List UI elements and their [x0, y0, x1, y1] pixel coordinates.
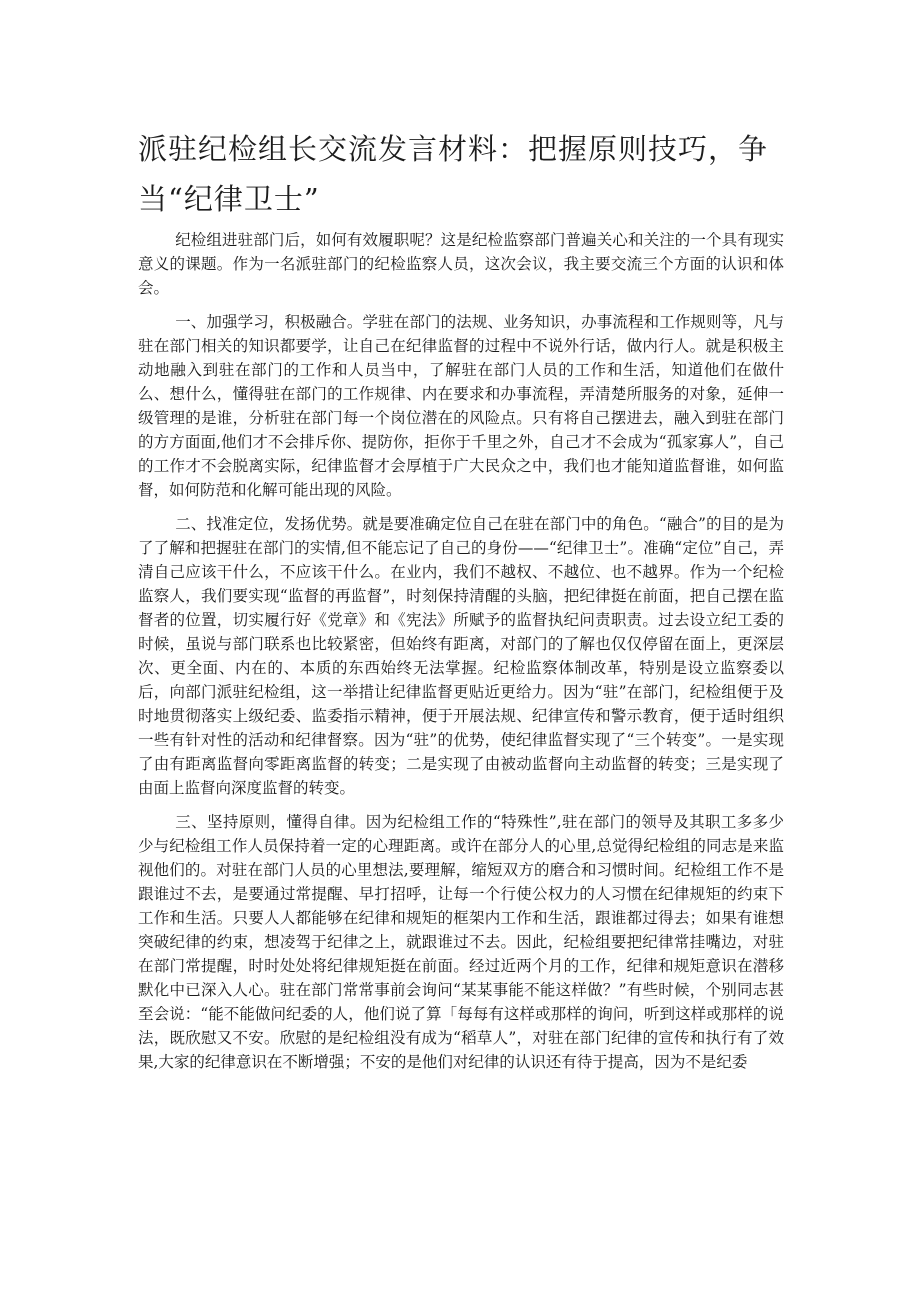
- paragraph-section-3: 三、坚持原则，懂得自律。因为纪检组工作的“特殊性”,驻在部门的领导及其职工多多少少与纪检组工作人员保持着一定的心理距离。或许在部分人的心里,总觉得纪检组的同志是来监视他们的。对驻在部门人员的心里想法,要理解，缩短双方的磨合和习惯时间。纪检组工作不是跟谁过不去，是要通过常提醒、早打招呼，让每一个行使公权力的人习惯在纪律规矩的约束下工作和生活。只要人人都能够在纪律和规矩的框架内工作和生活，跟谁都过得去；如果有谁想突破纪律的约束，想凌驾于纪律之上，就跟谁过不去。因此，纪检组要把纪律常挂嘴边，对驻在部门常提醒，时时处处将纪律规矩挺在前面。经过近两个月的工作，纪律和规矩意识在潜移默化中已深入人心。驻在部门常常事前会询问“某某事能不能这样做？”有些时候，个别同志甚至会说：“能不能做问纪委的人，他们说了算「每每有这样或那样的询问，听到这样或那样的说法，既欣慰又不安。欣慰的是纪检组没有成为“稻草人”，对驻在部门纪律的宣传和执行有了效果,大家的纪律意识在不断增强；不安的是他们对纪律的认识还有待于提高，因为不是纪委: [138, 813, 784, 1071]
- document-body: [138, 228, 784, 1074]
- paragraph-intro: 纪检组进驻部门后，如何有效履职呢？这是纪检监察部门普遍关心和关注的一个具有现实意义的课题。作为一名派驻部门的纪检监察人员，这次会议，我主要交流三个方面的认识和体会。: [138, 231, 784, 297]
- document-title: 派驻纪检组长交流发言材料：把握原则技巧，争当“纪律卫士”: [138, 132, 769, 216]
- paragraph-section-2: 二、找准定位，发扬优势。就是要准确定位自己在驻在部门中的角色。“融合”的目的是为了了解和把握驻在部门的实情,但不能忘记了自己的身份——“纪律卫士”。准确“定位”自己，弄清自己应该干什么，不应该干什么。在业内，我们不越权、不越位、也不越界。作为一个纪检监察人，我们要实现“监督的再监督”，时刻保持清醒的头脑，把纪律挺在前面，把自己摆在监督者的位置，切实履行好《党章》和《宪法》所赋予的监督执纪问责职责。过去设立纪工委的时候，虽说与部门联系也比较紧密，但始终有距离，对部门的了解也仅仅停留在面上，更深层次、更全面、内在的、本质的东西始终无法掌握。纪检监察体制改革，特别是设立监察委以后，向部门派驻纪检组，这一举措让纪律监督更贴近更给力。因为“驻”在部门，纪检组便于及时地贯彻落实上级纪委、监委指示精神，便于开展法规、纪律宣传和警示教育，便于适时组织一些有针对性的活动和纪律督察。因为“驻”的优势，使纪律监督实现了“三个转变”。一是实现了由有距离监督向零距离监督的转变；二是实现了由被动监督向主动监督的转变；三是实现了由面上监督向深度监督的转变。: [138, 515, 784, 797]
- paragraph-section-1: 一、加强学习，积极融合。学驻在部门的法规、业务知识，办事流程和工作规则等，凡与驻在部门相关的知识都要学，让自己在纪律监督的过程中不说外行话，做内行人。就是积极主动地融入到驻在部门的工作和人员当中，了解驻在部门人员的工作和生活，知道他们在做什么、想什么，懂得驻在部门的工作规律、内在要求和办事流程，弄清楚所服务的对象，延伸一级管理的是谁，分析驻在部门每一个岗位潜在的风险点。只有将自己摆进去，融入到驻在部门的方方面面,他们才不会排斥你、提防你，拒你于千里之外，自己才不会成为“孤家寡人”，自己的工作才不会脱离实际，纪律监督才会厚植于广大民众之中，我们也才能知道监督谁，如何监督，如何防范和化解可能出现的风险。: [138, 313, 784, 499]
